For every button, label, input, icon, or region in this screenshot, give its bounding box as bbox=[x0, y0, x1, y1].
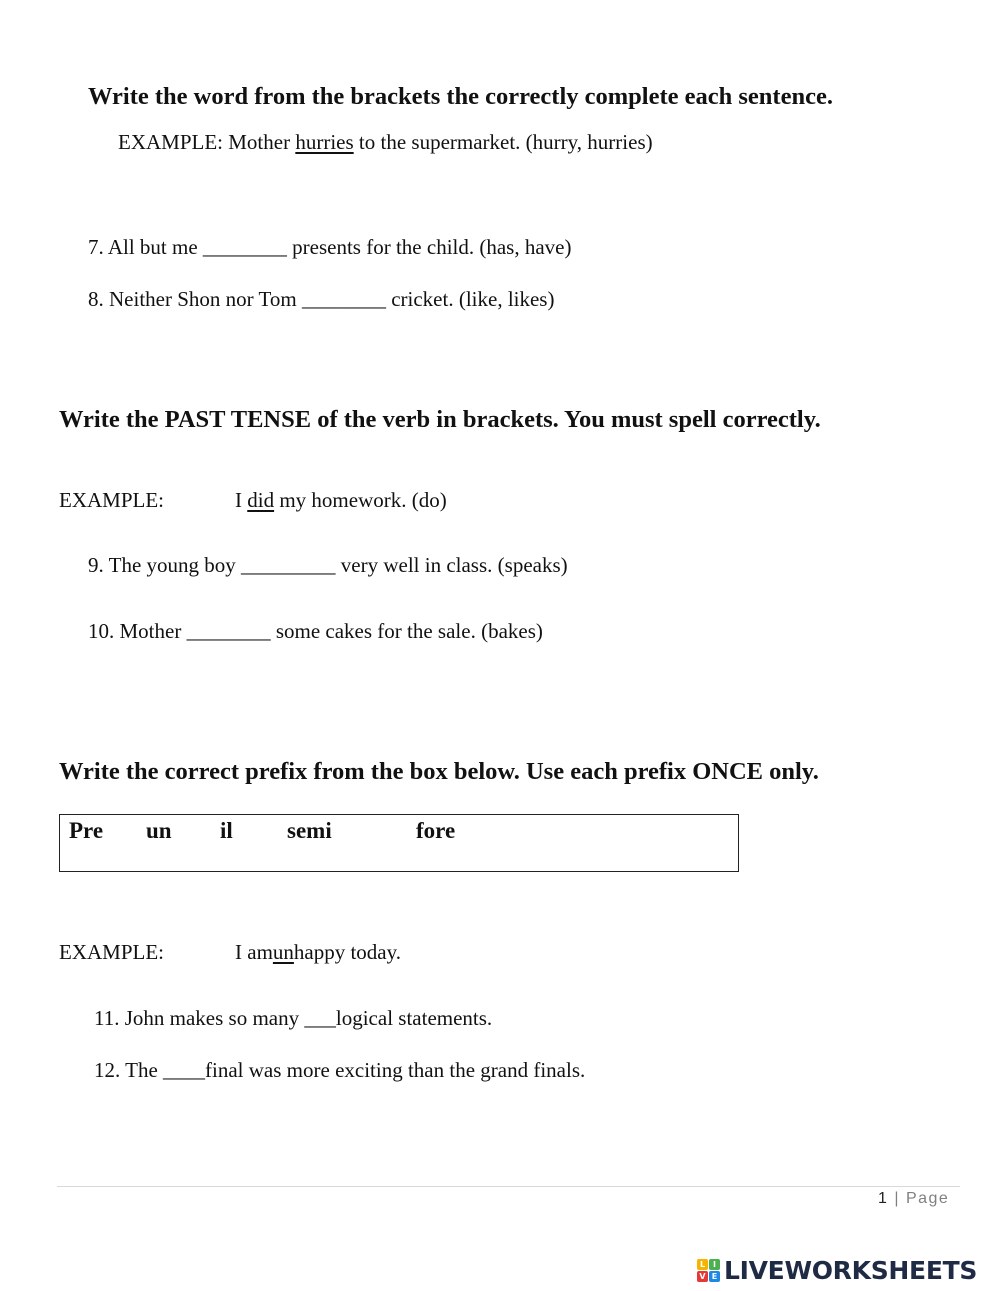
question-12 bbox=[94, 1058, 585, 1083]
logo-text: LIVEWORKSHEETS bbox=[724, 1255, 978, 1285]
example-pre: I am bbox=[235, 940, 273, 964]
section2-heading: Write the PAST TENSE of the verb in brackets. You must spell correctly. bbox=[59, 406, 821, 433]
logo-icon bbox=[697, 1259, 720, 1282]
section3-example bbox=[235, 940, 401, 965]
logo-tile: I bbox=[709, 1259, 720, 1270]
example-answer: did bbox=[247, 488, 275, 512]
section3-heading: Write the correct prefix from the box below. Use each prefix ONCE only. bbox=[59, 758, 819, 785]
question-text: John makes so many ___logical statements. bbox=[124, 1006, 493, 1030]
question-text: Neither Shon nor Tom ________ cricket. (like, likes) bbox=[109, 287, 555, 311]
page-number-value: 1 bbox=[878, 1190, 889, 1207]
question-text: Mother ________ some cakes for the sale. (bakes) bbox=[119, 619, 543, 643]
question-9 bbox=[88, 553, 568, 578]
section1-heading: Write the word from the brackets the correctly complete each sentence. bbox=[88, 83, 833, 110]
question-7 bbox=[88, 235, 571, 260]
prefix-un: un bbox=[146, 818, 172, 843]
question-11 bbox=[94, 1006, 492, 1031]
logo-tile: V bbox=[697, 1271, 708, 1282]
question-8 bbox=[88, 287, 554, 312]
example-pre: I bbox=[235, 488, 242, 512]
section3-example-label: EXAMPLE: bbox=[59, 940, 164, 964]
section2-example-label: EXAMPLE: bbox=[59, 488, 164, 512]
example-post: my homework. (do) bbox=[279, 488, 447, 512]
question-number: 11. bbox=[94, 1006, 120, 1030]
example-post: to the supermarket. (hurry, hurries) bbox=[358, 130, 653, 154]
question-number: 12. bbox=[94, 1058, 121, 1082]
liveworksheets-logo bbox=[697, 1255, 977, 1285]
logo-tile: L bbox=[697, 1259, 708, 1270]
prefix-box bbox=[59, 814, 739, 872]
question-number: 10. bbox=[88, 619, 115, 643]
question-text: All but me ________ presents for the child. (has, have) bbox=[107, 235, 572, 259]
section1-example bbox=[118, 130, 653, 155]
prefix-il: il bbox=[220, 818, 233, 843]
question-text: The young boy _________ very well in class. (speaks) bbox=[108, 553, 568, 577]
page-number bbox=[878, 1190, 949, 1208]
question-number: 8. bbox=[88, 287, 104, 311]
example-pre: Mother bbox=[228, 130, 291, 154]
example-answer: un bbox=[272, 940, 294, 964]
question-text: The ____final was more exciting than the grand finals. bbox=[125, 1058, 586, 1082]
prefix-fore: fore bbox=[416, 818, 456, 843]
question-number: 7. bbox=[88, 235, 104, 259]
example-post: happy today. bbox=[293, 940, 402, 964]
prefix-semi: semi bbox=[287, 818, 332, 843]
question-number: 9. bbox=[88, 553, 104, 577]
section2-example bbox=[235, 488, 447, 513]
page-separator: | bbox=[888, 1190, 906, 1207]
prefix-pre: Pre bbox=[69, 818, 104, 843]
footer-divider bbox=[57, 1186, 960, 1187]
question-10 bbox=[88, 619, 543, 644]
example-label: EXAMPLE: bbox=[118, 130, 223, 154]
logo-tile: E bbox=[709, 1271, 720, 1282]
example-answer: hurries bbox=[295, 130, 354, 154]
page-label: Page bbox=[905, 1190, 950, 1207]
